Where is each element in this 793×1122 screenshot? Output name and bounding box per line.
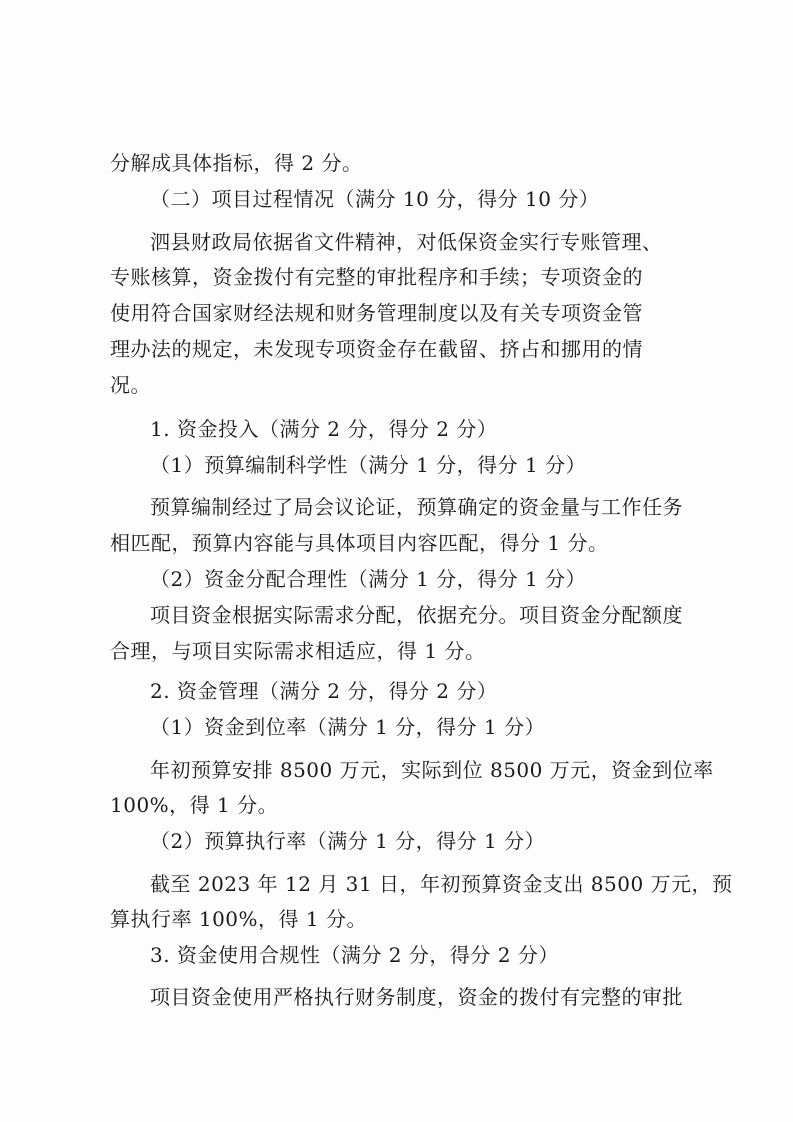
item-heading: （1）预算编制科学性（满分 1 分，得分 1 分） [150, 453, 587, 477]
paragraph-line: 使用符合国家财经法规和财务管理制度以及有关专项资金管 [110, 301, 643, 325]
paragraph-line: 截至 2023 年 12 月 31 日，年初预算资金支出 8500 万元，预 [150, 872, 733, 896]
paragraph-line: 算执行率 100%，得 1 分。 [110, 907, 367, 931]
paragraph-line: 年初预算安排 8500 万元，实际到位 8500 万元，资金到位率 [150, 758, 714, 782]
paragraph-line: 相匹配，预算内容能与具体项目内容匹配，得分 1 分。 [110, 531, 609, 555]
paragraph-line: 泗县财政局依据省文件精神，对低保资金实行专账管理、 [150, 230, 663, 254]
subsection-heading: 3. 资金使用合规性（满分 2 分，得分 2 分） [150, 943, 559, 967]
item-heading: （2）预算执行率（满分 1 分，得分 1 分） [150, 829, 546, 853]
paragraph-line: 项目资金使用严格执行财务制度，资金的拨付有完整的审批 [150, 985, 683, 1009]
paragraph-line: 项目资金根据实际需求分配，依据充分。项目资金分配额度 [150, 603, 683, 627]
text-line: 分解成具体指标，得 2 分。 [110, 151, 363, 175]
paragraph-line: 理办法的规定，未发现专项资金存在截留、挤占和挪用的情 [110, 337, 643, 361]
paragraph-line: 预算编制经过了局会议论证，预算确定的资金量与工作任务 [150, 495, 683, 519]
paragraph-line: 100%，得 1 分。 [110, 793, 279, 817]
section-heading: （二）项目过程情况（满分 10 分，得分 10 分） [150, 187, 600, 211]
item-heading: （1）资金到位率（满分 1 分，得分 1 分） [150, 715, 546, 739]
item-heading: （2）资金分配合理性（满分 1 分，得分 1 分） [150, 567, 587, 591]
subsection-heading: 2. 资金管理（满分 2 分，得分 2 分） [150, 679, 498, 703]
paragraph-line: 专账核算，资金拨付有完整的审批程序和手续；专项资金的 [110, 265, 643, 289]
paragraph-line: 合理，与项目实际需求相适应，得 1 分。 [110, 639, 486, 663]
paragraph-line: 况。 [110, 373, 151, 397]
subsection-heading: 1. 资金投入（满分 2 分，得分 2 分） [150, 417, 498, 441]
